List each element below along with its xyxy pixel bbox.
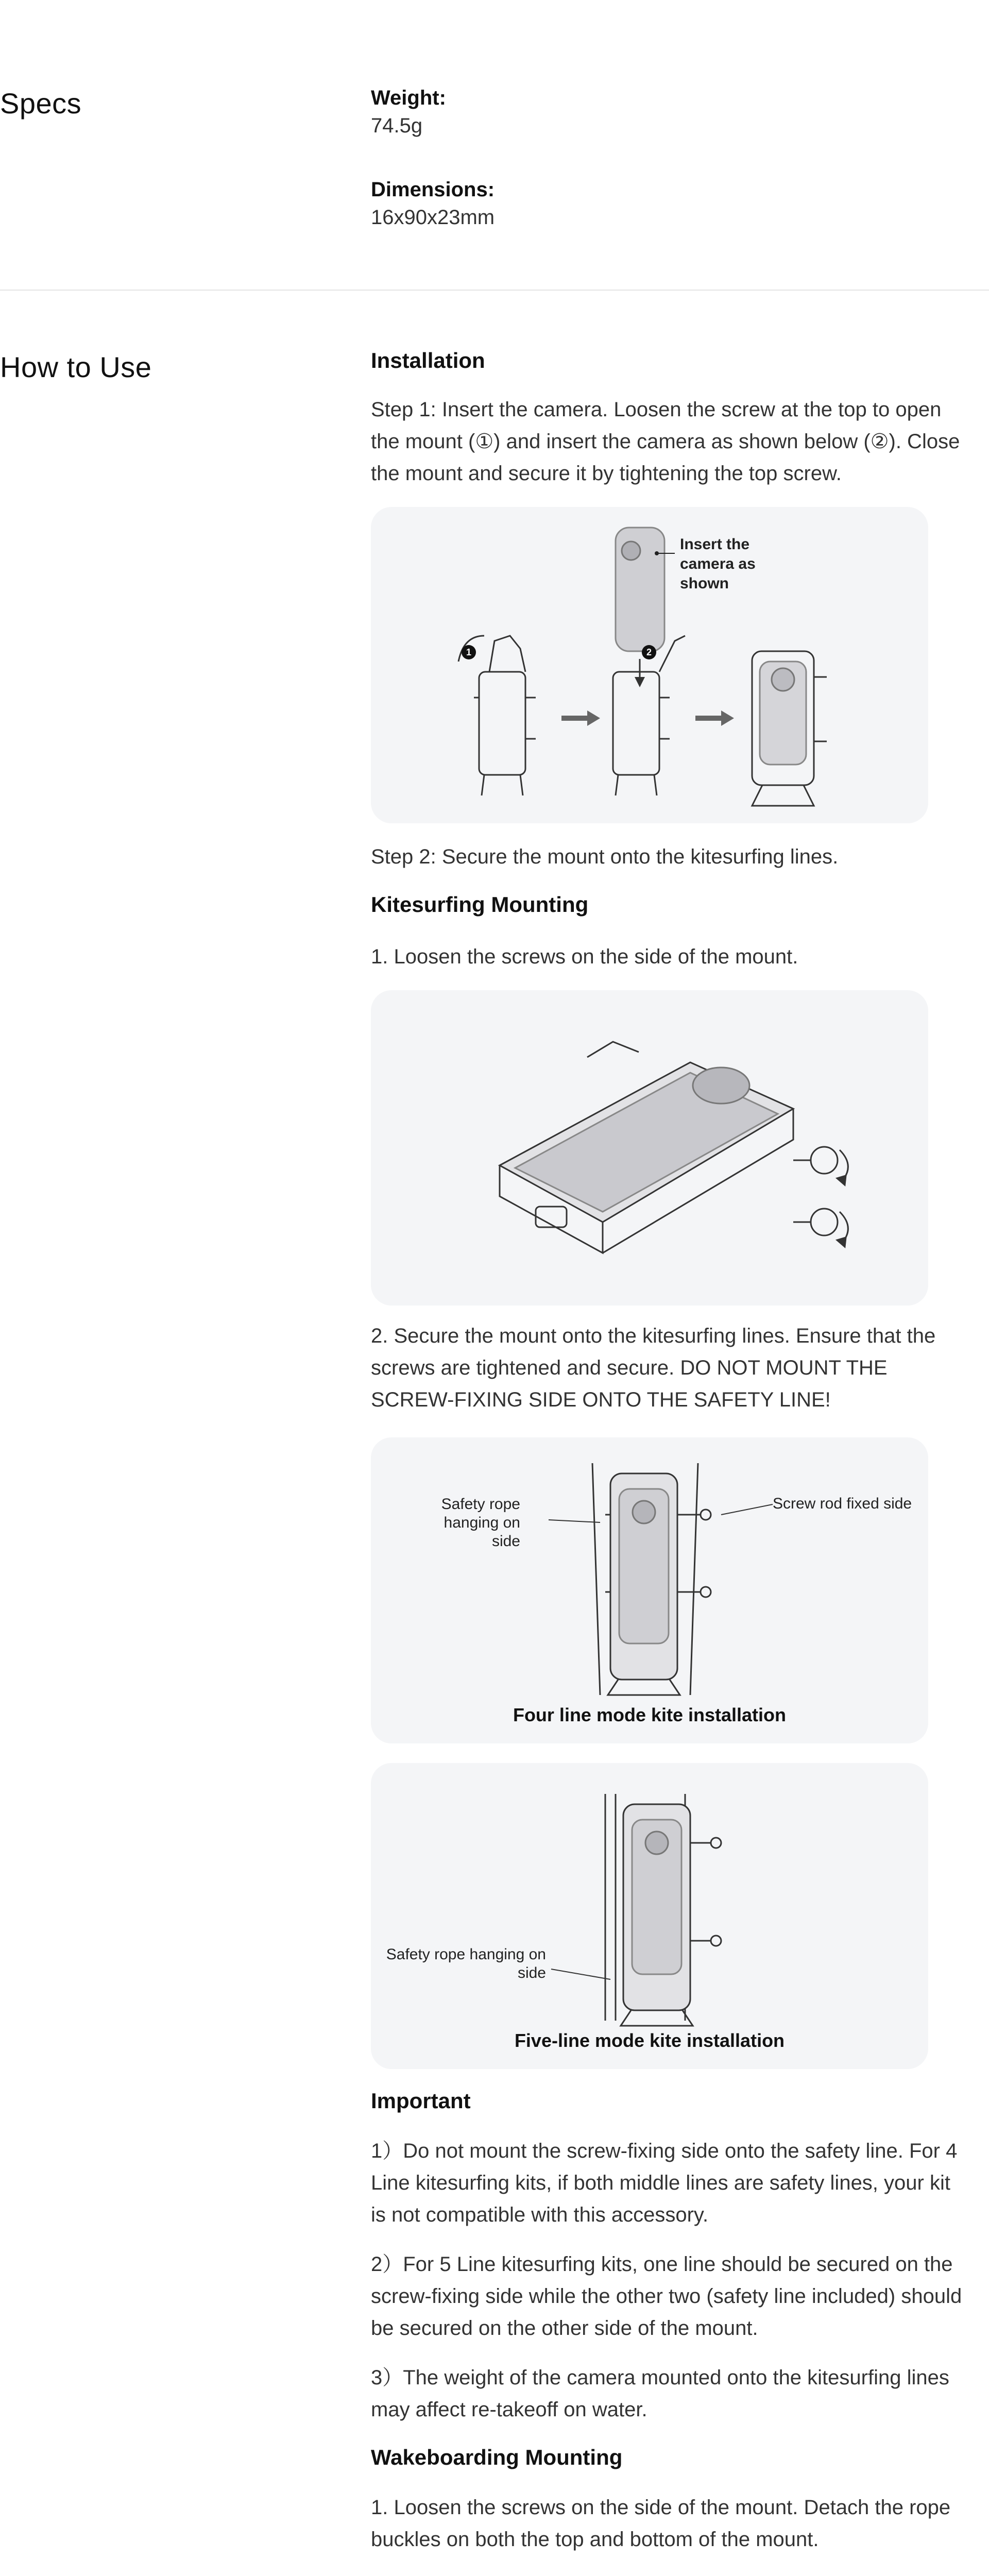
important-item-2: 2）For 5 Line kitesurfing kits, one line should be secured on the screw-fixing side while the other two (safety line included) should be secured on the other side of the mount. [371,2253,962,2340]
dimensions-label: Dimensions: [371,178,495,201]
five-line-figure [371,1763,928,2069]
five-line-caption: Five-line mode kite installation [514,2030,785,2051]
installation-step2: Step 2: Secure the mount onto the kitesurfing lines. [371,845,839,868]
section-divider [0,290,989,291]
wakeboarding-heading: Wakeboarding Mounting [371,2445,623,2469]
wakeboarding-step2 [371,2573,963,2576]
weight-label: Weight: [371,87,446,109]
important-item-1: 1）Do not mount the screw-fixing side onto the safety line. For 4 Line kitesurfing kits, if both middle lines are safety lines, your kit is not compatible with this accessory. [371,2140,958,2226]
specs-title: Specs [0,87,82,120]
four-line-illustration [371,1437,928,1743]
installation-illustration [371,507,928,823]
kitesurfing-step2: 2. Secure the mount onto the kitesurfing lines. Ensure that the screws are tightened and secure. DO NOT MOUNT THE SCREW-FIXING SIDE ONTO THE SAFETY LINE! [371,1325,936,1411]
four-line-figure [371,1437,928,1743]
five-line-safety-annotation: Safety rope hanging on side [386,1946,546,1981]
installation-step1: Step 1: Insert the camera. Loosen the screw at the top to open the mount (①) and insert the camera as shown below (②). Close the mount and secure it by tightening the top screw. [371,398,960,485]
kitesurfing-step1: 1. Loosen the screws on the side of the mount. [371,945,798,968]
loosen-screws-figure [371,990,928,1306]
kitesurfing-heading: Kitesurfing Mounting [371,892,589,917]
svg-text:2: 2 [646,647,652,657]
four-line-safety-annotation: Safety rope hanging on side [441,1496,520,1550]
loosen-screws-illustration [371,990,928,1306]
four-line-screw-annotation: Screw rod fixed side [773,1495,912,1512]
four-line-caption: Four line mode kite installation [513,1704,787,1725]
installation-figure [371,507,928,823]
insert-camera-annotation: Insert the camera as shown [680,536,756,592]
five-line-illustration [371,1763,928,2069]
svg-text:1: 1 [466,647,472,657]
installation-heading: Installation [371,348,485,372]
important-item-3: 3）The weight of the camera mounted onto the kitesurfing lines may affect re-takeoff on water. [371,2366,949,2421]
how-to-use-title: How to Use [0,351,152,383]
important-heading: Important [371,2089,471,2113]
wakeboarding-step1: 1. Loosen the screws on the side of the mount. Detach the rope buckles on both the top and bottom of the mount. [371,2496,951,2551]
dimensions-value: 16x90x23mm [371,206,495,229]
weight-value: 74.5g [371,114,423,137]
